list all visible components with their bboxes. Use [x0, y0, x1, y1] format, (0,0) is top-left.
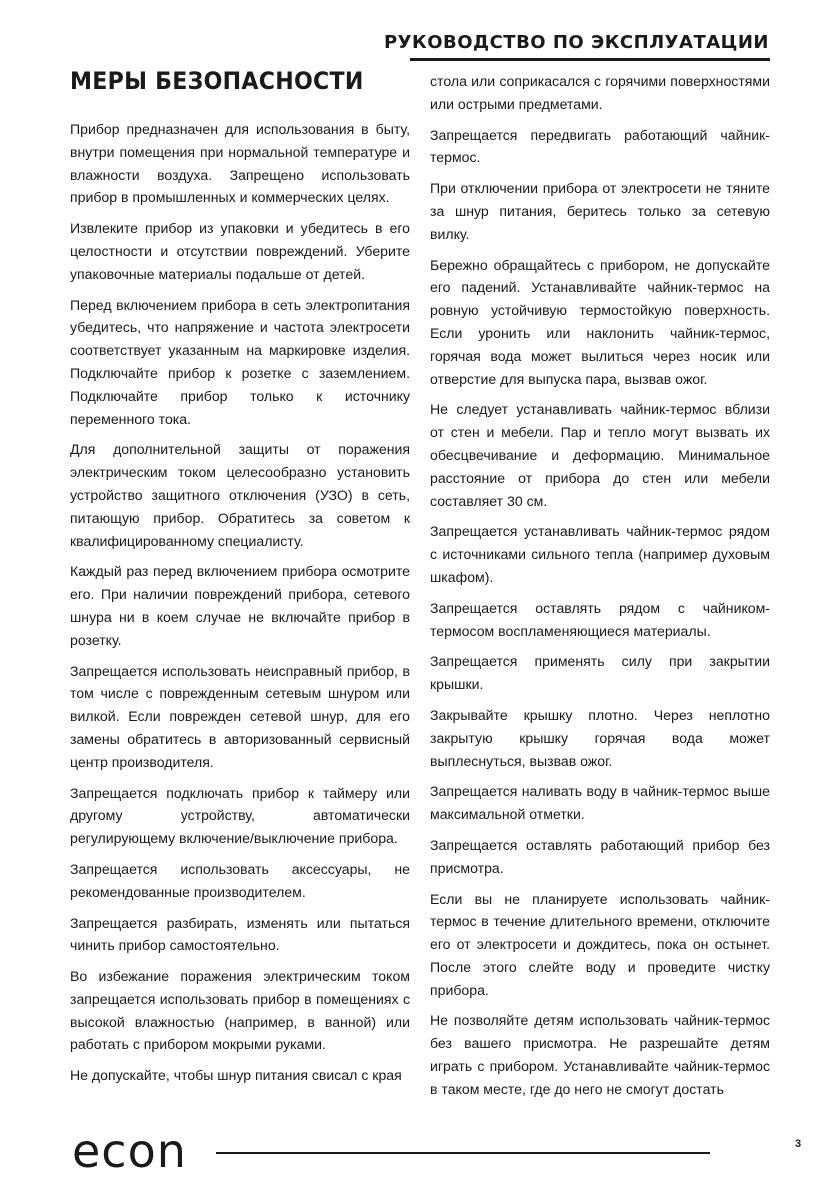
- paragraph: Закрывайте крышку плотно. Через неплотно закрытую крышку горячая вода может выплеснуться, вызвав ожог.: [430, 706, 770, 769]
- paragraph: Прибор предназначен для использования в быту, внутри помещения при нормальной температуре и влажности воздуха. Запрещено использовать прибор в промышленных и коммерческих целях.: [70, 121, 410, 206]
- paragraph: Не позволяйте детям использовать чайник-термос без вашего присмотра. Не разрешайте детям играть с прибором. Устанавливайте чайник-термос в таком месте, где до него не смогут достать: [430, 1012, 770, 1097]
- paragraph: Для дополнительной защиты от поражения электрическим током целесообразно установить устройство защитного отключения (УЗО) в сеть, питающую прибор. Обратитесь за советом к квалифицированному специалисту.: [70, 441, 410, 549]
- paragraph: Запрещается разбирать, изменять или пытаться чинить прибор самостоятельно.: [70, 914, 410, 954]
- paragraph: Запрещается применять силу при закрытии крышки.: [430, 653, 770, 693]
- paragraph: Запрещается наливать воду в чайник-термос выше максимальной отметки.: [430, 783, 770, 823]
- paragraph: Бережно обращайтесь с прибором, не допускайте его падений. Устанавливайте чайник-термос на ровную устойчивую термостойкую поверхность. Если уронить или наклонить чайник-термос, горячая вода может вылиться через носик или отверстие для выпуска пара, вызвав ожог.: [430, 256, 770, 387]
- page-title: МЕРЫ БЕЗОПАСНОСТИ: [70, 67, 364, 95]
- footer-rule: [216, 1152, 710, 1154]
- paragraph: Перед включением прибора в сеть электропитания убедитесь, что напряжение и частота электросети соответствует указанным на маркировке изделия. Подключайте прибор к розетке с заземлением. Подключайте прибор только к источнику переменного тока.: [70, 296, 410, 427]
- header-title: РУКОВОДСТВО ПО ЭКСПЛУАТАЦИИ: [383, 32, 769, 53]
- header-rule: [410, 58, 770, 61]
- page-number: 3: [795, 1138, 802, 1150]
- econ-logo: econ: [72, 1124, 187, 1178]
- paragraph: Не допускайте, чтобы шнур питания свисал с края: [70, 1067, 402, 1084]
- paragraph: Запрещается оставлять работающий прибор без присмотра.: [430, 836, 770, 876]
- paragraph: Во избежание поражения электрическим током запрещается использовать прибор в помещениях с высокой влажностью (например, в ванной) или работать с прибором мокрыми руками.: [70, 968, 410, 1053]
- left-column: [70, 118, 410, 1095]
- paragraph: Извлеките прибор из упаковки и убедитесь в его целостности и отсутствии повреждений. Уберите упаковочные материалы подальше от детей.: [70, 220, 410, 282]
- paragraph: При отключении прибора от электросети не тяните за шнур питания, беритесь только за сетевую вилку.: [430, 180, 770, 242]
- paragraph: Каждый раз перед включением прибора осмотрите его. При наличии повреждений прибора, сетевого шнура ни в коем случае не включайте прибор в розетку.: [70, 563, 410, 648]
- right-column: [430, 70, 770, 1109]
- paragraph: стола или соприкасался с горячими поверхностями или острыми предметами.: [430, 73, 770, 112]
- paragraph: Запрещается использовать неисправный прибор, в том числе с поврежденным сетевым шнуром или вилкой. Если поврежден сетевой шнур, для его замены обратитесь в авторизованный сервисный центр производителя.: [70, 662, 410, 770]
- paragraph: Запрещается устанавливать чайник-термос рядом с источниками сильного тепла (например духовым шкафом).: [430, 523, 770, 585]
- paragraph: Запрещается оставлять рядом с чайником-термосом воспламеняющиеся материалы.: [430, 599, 770, 639]
- paragraph: Запрещается передвигать работающий чайник-термос.: [430, 126, 770, 166]
- paragraph: Если вы не планируете использовать чайник-термос в течение длительного времени, отключите его от электросети и дождитесь, пока он остынет. После этого слейте воду и проведите чистку прибора.: [430, 890, 770, 998]
- paragraph: Запрещается использовать аксессуары, не рекомендованные производителем.: [70, 860, 410, 900]
- paragraph: Запрещается подключать прибор к таймеру или другому устройству, автоматически регулирующему включение/выключение прибора.: [70, 784, 410, 847]
- paragraph: Не следует устанавливать чайник-термос вблизи от стен и мебели. Пар и тепло могут вызвать их обесцвечивание и деформацию. Минимальное расстояние от прибора до стен или мебели составляет 30 см.: [430, 401, 770, 509]
